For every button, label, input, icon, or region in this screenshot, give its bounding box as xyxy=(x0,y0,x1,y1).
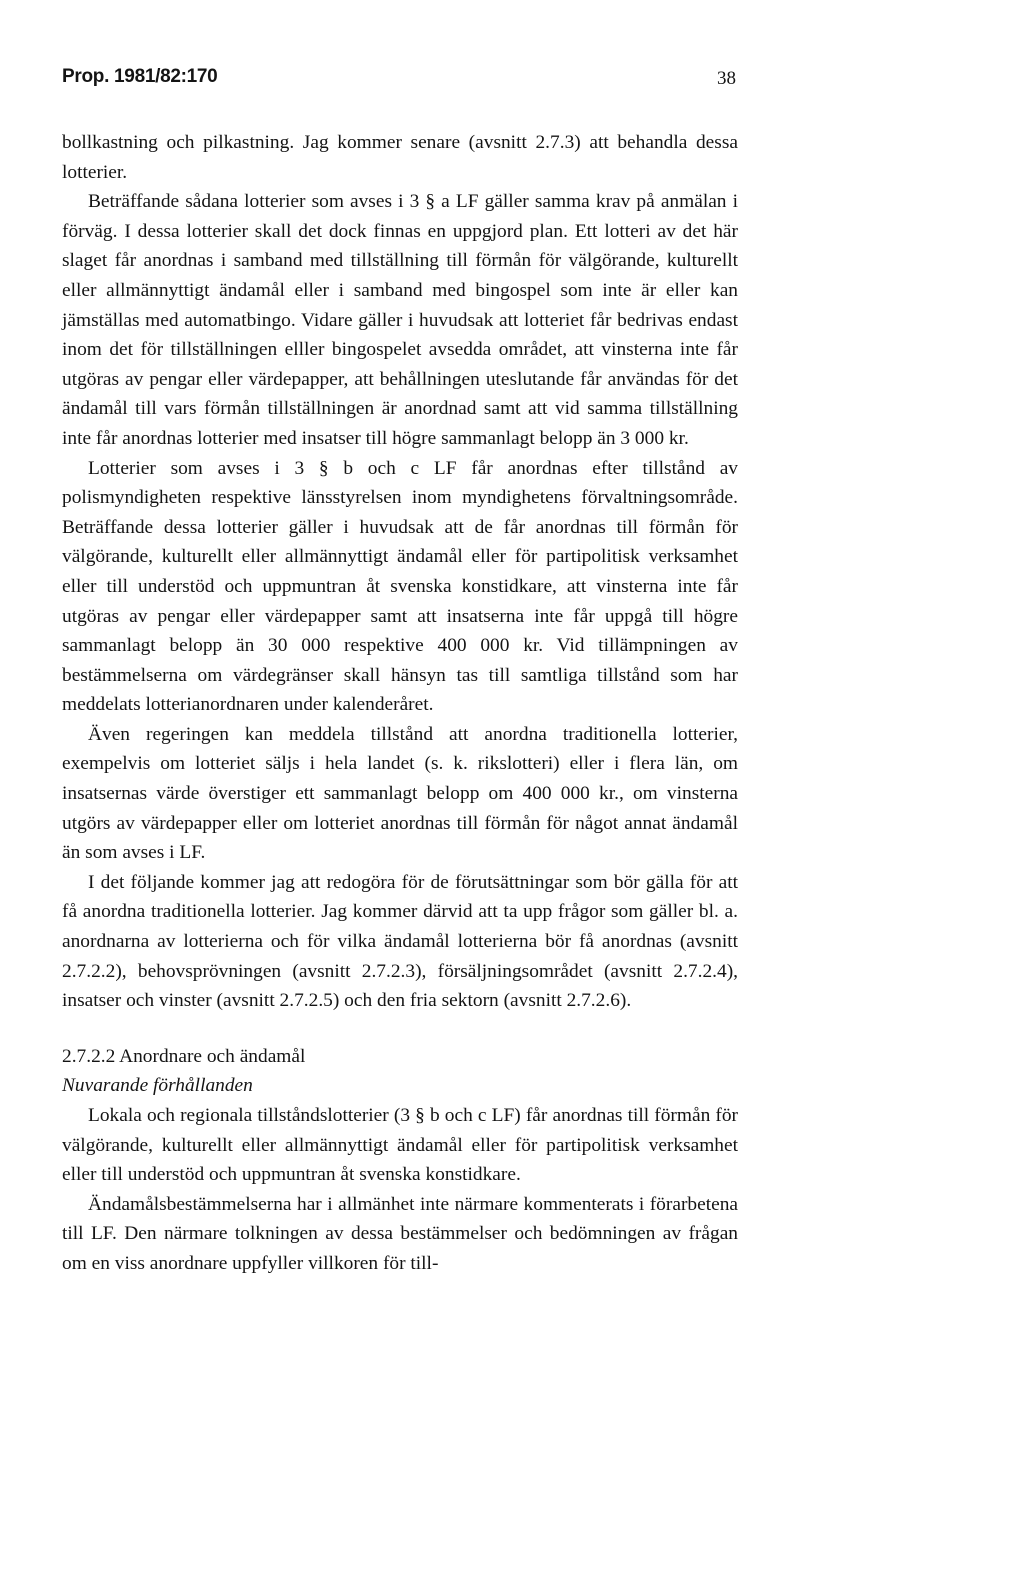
paragraph-2: Beträffande sådana lotterier som avses i 3 § a LF gäller samma krav på anmälan i förväg. I dessa lotterier skall det dock finnas en uppgjord plan. Ett lotteri av det här slaget får anordnas i samband med tillställning till förmån för välgörande, kulturellt eller allmännyttigt ändamål eller i samband med bingospel som inte är eller kan jämställas med automatbingo. Vidare gäller i huvudsak att lotteriet får bedrivas endast inom det för tillställningen elller bingospelet avsedda området, att vinsterna inte får utgöras av pengar eller värdepapper, att behållningen uteslutande får användas för det ändamål till vars förmån tillställningen är anordnad samt att vid samma tillställning inte får anordnas lotterier med insatser till högre sammanlagt belopp än 3 000 kr. xyxy=(62,191,738,449)
section-paragraph-2: Ändamålsbestämmelserna har i allmänhet inte närmare kommenterats i förarbetena till LF. Den närmare tolkningen av dessa bestämmelser och bedömningen av frågan om en viss anordnare uppfyller villkoren för till- xyxy=(62,1193,738,1274)
paragraph-5: I det följande kommer jag att redogöra för de förutsättningar som bör gälla för att få anordna traditionella lotterier. Jag kommer därvid att ta upp frågor som gäller bl. a. anordnarna av lotterierna och för vilka ändamål lotterierna bör få anordnas (avsnitt 2.7.2.2), behovsprövningen (avsnitt 2.7.2.3), försäljningsområdet (avsnitt 2.7.2.4), insatser och vinster (avsnitt 2.7.2.5) och den fria sektorn (avsnitt 2.7.2.6). xyxy=(62,871,738,1012)
section-subheading: Nuvarande förhållanden xyxy=(62,1075,253,1097)
paragraph-4: Även regeringen kan meddela tillstånd att anordna traditionella lotterier, exempelvis om lotteriet säljs i hela landet (s. k. rikslotteri) eller i flera län, om insatsernas värde överstiger ett sammanlagt belopp om 400 000 kr., om vinsterna utgörs av värdepapper eller om lotteriet anordnas till förmån för något annat ändamål än som avses i LF. xyxy=(62,723,738,864)
page-number: 38 xyxy=(717,68,736,89)
paragraph-1: bollkastning och pilkastning. Jag kommer senare (avsnitt 2.7.3) att behandla dessa lotterier. xyxy=(62,132,738,183)
body-text xyxy=(62,128,738,1279)
page-header xyxy=(62,66,736,96)
section-paragraph-1: Lokala och regionala tillståndslotterier (3 § b och c LF) får anordnas till förmån för välgörande, kulturellt eller allmännyttigt ändamål eller för partipolitisk verksamhet eller till understöd och uppmuntran åt svenska konstidkare. xyxy=(62,1105,738,1186)
paragraph-3: Lotterier som avses i 3 § b och c LF får anordnas efter tillstånd av polismyndigheten respektive länsstyrelsen inom myndighetens förvaltningsområde. Beträffande dessa lotterier gäller i huvudsak att de får anordnas till förmån för välgörande, kulturellt eller allmännyttigt ändamål eller för partipolitisk verksamhet eller till understöd och uppmuntran åt svenska konstidkare, att vinsterna inte får utgöras av pengar eller värdepapper samt att insatserna inte får uppgå till högre sammanlagt belopp än 30 000 respektive 400 000 kr. Vid tillämpningen av bestämmelserna om värdegränser skall hänsyn tas till samtliga tillstånd som har meddelats lotterianordnaren under kalenderåret. xyxy=(62,457,738,716)
section-spacer xyxy=(62,1016,738,1042)
section-heading: 2.7.2.2 Anordnare och ändamål xyxy=(62,1045,306,1067)
publication-reference: Prop. 1981/82:170 xyxy=(62,66,218,87)
